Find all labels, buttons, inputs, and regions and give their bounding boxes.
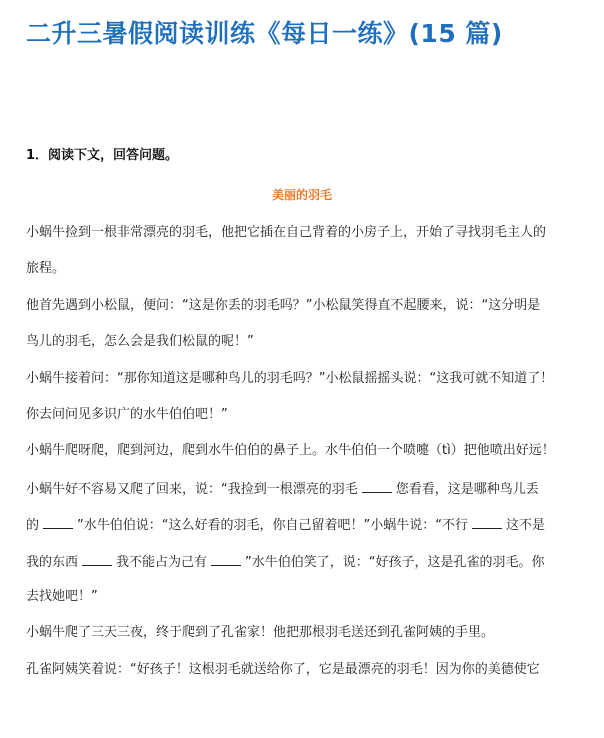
passage-body	[26, 223, 586, 696]
line-segment: 您看看，这是哪种鸟儿丢	[395, 481, 539, 497]
line-segment: 我不能占为己有	[116, 554, 208, 570]
page-title: 二升三暑假阅读训练《每日一练》(15 篇)	[26, 19, 503, 48]
passage-line: 小蜗牛接着问：“那你知道这是哪种鸟儿的羽毛吗？”小松鼠摇摇头说：“这我可就不知道了！	[26, 370, 554, 386]
passage-line-with-blank	[26, 551, 586, 587]
line-segment: 小蜗牛好不容易又爬了回来，说：“我捡到一根漂亮的羽毛	[26, 481, 358, 497]
fill-in-blank[interactable]	[43, 514, 73, 529]
passage-line: 鸟儿的羽毛，怎么会是我们松鼠的呢！”	[26, 334, 254, 350]
fill-in-blank[interactable]	[362, 478, 392, 493]
passage-line-with-blank	[26, 478, 586, 514]
fill-in-blank[interactable]	[472, 514, 502, 529]
passage-line: 去找她吧！”	[26, 588, 98, 604]
passage-line: 小蜗牛捡到一根非常漂亮的羽毛，他把它插在自己背着的小房子上，开始了寻找羽毛主人的	[26, 225, 547, 240]
fill-in-blank[interactable]	[82, 551, 112, 566]
passage-line: 小蜗牛爬呀爬，爬到河边，爬到水牛伯伯的鼻子上。水牛伯伯一个喷嚏（tì）把他喷出好远！	[26, 443, 555, 459]
line-segment: ”水牛伯伯笑了，说：“好孩子，这是孔雀的羽毛。你	[245, 554, 545, 570]
line-segment: 这不是	[505, 518, 545, 534]
line-segment: 的	[26, 518, 40, 534]
passage-title: 美丽的羽毛	[271, 188, 332, 202]
line-segment: 我的东西	[26, 554, 79, 570]
question-heading: 1．阅读下文，回答问题。	[26, 148, 179, 163]
passage-line: 旅程。	[26, 261, 66, 277]
fill-in-blank[interactable]	[211, 551, 241, 566]
passage-line-with-blank	[26, 514, 586, 550]
passage-line: 他首先遇到小松鼠，便问：“这是你丢的羽毛吗？”小松鼠笑得直不起腰来，说：“这分明是	[26, 297, 541, 313]
passage-line: 孔雀阿姨笑着说：“好孩子！这根羽毛就送给你了，它是最漂亮的羽毛！因为你的美德使它	[26, 661, 540, 677]
line-segment: ”水牛伯伯说：“这么好看的羽毛，你自己留着吧！”小蜗牛说：“不行	[77, 518, 468, 534]
passage-line: 你去问问见多识广的水牛伯伯吧！”	[26, 406, 228, 422]
passage-line: 小蜗牛爬了三天三夜，终于爬到了孔雀家！他把那根羽毛送还到孔雀阿姨的手里。	[26, 625, 495, 641]
